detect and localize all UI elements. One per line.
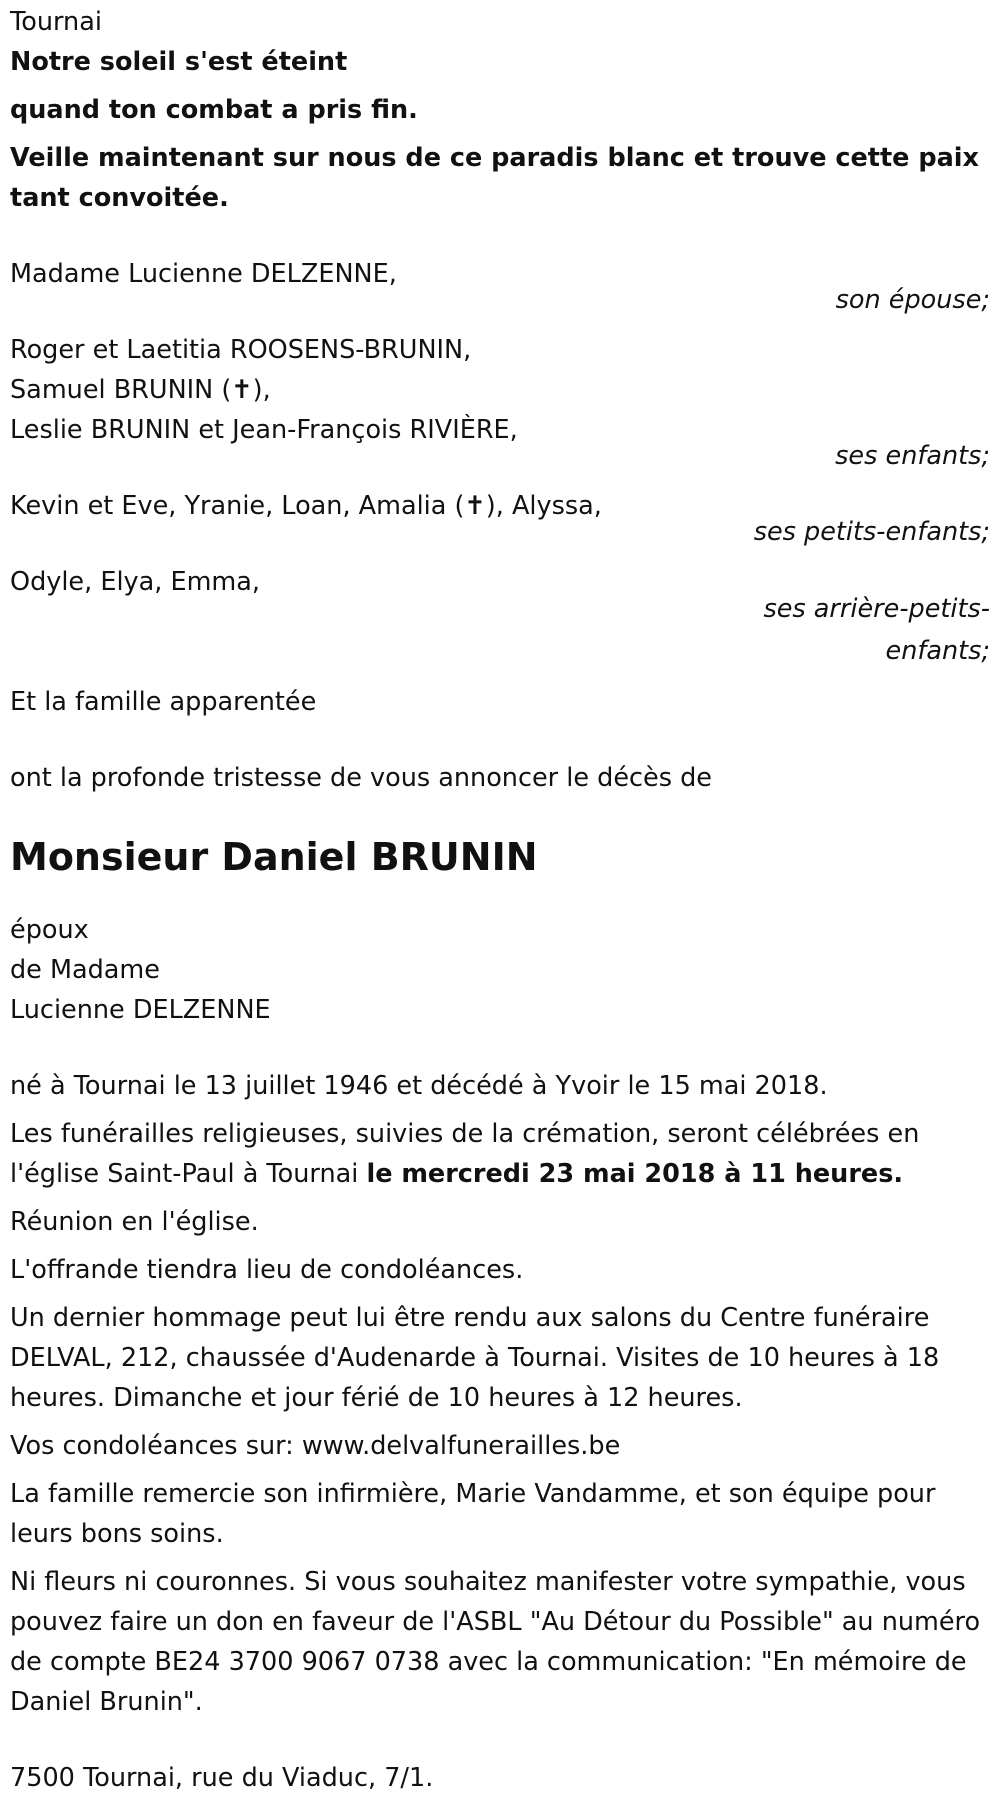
- family-extended: Et la famille apparentée: [10, 687, 317, 717]
- funeral-paragraph: [10, 1114, 990, 1194]
- great-grandchildren-names: Odyle, Elya, Emma,: [10, 567, 260, 597]
- meeting-text: Réunion en l'église.: [10, 1207, 259, 1237]
- children-role: ses enfants;: [835, 441, 990, 471]
- grandchildren-names: Kevin et Eve, Yranie, Loan, Amalia (✝), Alyssa,: [10, 491, 602, 521]
- spouse-role: son épouse;: [835, 285, 990, 315]
- child-name: Roger et Laetitia ROOSENS-BRUNIN,: [10, 335, 472, 365]
- thanks-text: La famille remercie son infirmière, Marie Vandamme, et son équipe pour leurs bons soins.: [10, 1479, 936, 1549]
- announcement-text: ont la profonde tristesse de vous annoncer le décès de: [10, 763, 712, 793]
- condolences-text: Vos condoléances sur: www.delvalfunerailles.be: [10, 1431, 621, 1461]
- donation-text: Ni fleurs ni couronnes. Si vous souhaitez manifester votre sympathie, vous pouvez faire un don en faveur de l'ASBL "Au Détour du Possible" au numéro de compte BE24 3700 9067 0738 avec la communication: "En mémoire de Daniel Brunin".: [10, 1567, 981, 1717]
- address-text: 7500 Tournai, rue du Viaduc, 7/1.: [10, 1763, 434, 1793]
- relation-line: époux: [10, 915, 89, 945]
- relation-line: de Madame: [10, 955, 160, 985]
- verse: [10, 42, 990, 218]
- family-grandchildren: [10, 486, 990, 552]
- offering-text: L'offrande tiendra lieu de condoléances.: [10, 1255, 524, 1285]
- verse-line: Notre soleil s'est éteint: [10, 47, 348, 77]
- deceased-relation: [10, 910, 990, 1030]
- birth-death-text: né à Tournai le 13 juillet 1946 et décédé à Yvoir le 15 mai 2018.: [10, 1071, 828, 1101]
- child-name: Samuel BRUNIN (✝),: [10, 375, 271, 405]
- funeral-date: le mercredi 23 mai 2018 à 11 heures.: [366, 1159, 904, 1189]
- tribute-text: Un dernier hommage peut lui être rendu aux salons du Centre funéraire DELVAL, 212, chaussée d'Audenarde à Tournai. Visites de 10 heures à 18 heures. Dimanche et jour férié de 10 heures à 12 heures.: [10, 1303, 940, 1413]
- family-great-grandchildren: [10, 562, 990, 672]
- notice-details: [10, 1066, 990, 1722]
- verse-line: quand ton combat a pris fin.: [10, 95, 418, 125]
- grandchildren-role: ses petits-enfants;: [753, 517, 990, 547]
- verse-line: Veille maintenant sur nous de ce paradis blanc et trouve cette paix tant convoitée.: [10, 143, 979, 213]
- family-spouse: [10, 254, 990, 320]
- deceased-name: Monsieur Daniel BRUNIN: [10, 835, 538, 879]
- great-grandchildren-role: ses arrière-petits-enfants;: [763, 594, 990, 666]
- funeral-text: Les funérailles religieuses, suivies de la crémation, seront célébrées en l'église Saint-Paul à Tournai: [10, 1119, 920, 1189]
- relation-line: Lucienne DELZENNE: [10, 995, 271, 1025]
- family-children: [10, 330, 990, 476]
- child-name: Leslie BRUNIN et Jean-François RIVIÈRE,: [10, 415, 518, 445]
- header-city: Tournai: [10, 7, 102, 37]
- spouse-name: Madame Lucienne DELZENNE,: [10, 259, 397, 289]
